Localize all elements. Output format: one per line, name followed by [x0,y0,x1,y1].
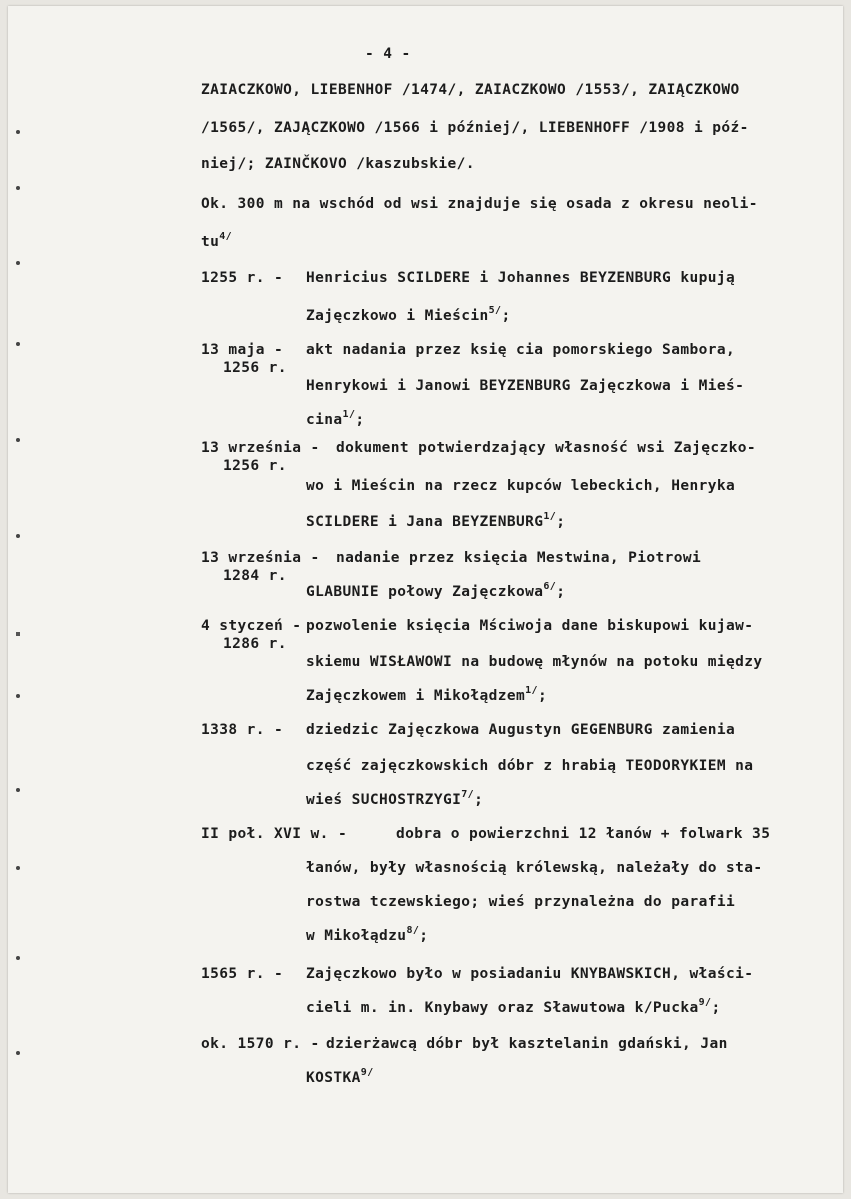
entry-year: 1256 r. [223,360,287,376]
margin-dot [16,866,20,870]
margin-dot [16,342,20,346]
entry-date: 1338 r. - [201,722,284,738]
entry-date: 13 września - [201,550,320,566]
entry-text: w Mikołądzu$^{8/}$; [306,925,429,944]
entry-year: 1256 r. [223,458,287,474]
margin-dot [16,438,20,442]
entry-text: dzierżawcą dóbr był kasztelanin gdański, Jan [326,1036,728,1052]
entry-date: 1565 r. - [201,966,284,982]
entry-text: pozwolenie księcia Mściwoja dane biskupowi kujaw- [306,618,754,634]
entry-text: dobra o powierzchni 12 łanów + folwark 35 [396,826,771,842]
page-number: - 4 - [365,46,411,62]
entry-year: 1284 r. [223,568,287,584]
entry-text: Henrykowi i Janowi BEYZENBURG Zajęczkowa i Mieś- [306,378,745,394]
entry-date: 4 styczeń - [201,618,302,634]
entry-date: ok. 1570 r. - [201,1036,320,1052]
margin-dot [16,1051,20,1055]
entry-date: 13 września - [201,440,320,456]
entry-text: dokument potwierdzający własność wsi Zajęczko- [336,440,756,456]
entry-date: II poł. XVI w. - [201,826,348,842]
entry-text: wieś $SUCHOSTRZYGI^{7/}$; [306,789,484,808]
entry-year: 1286 r. [223,636,287,652]
margin-dot [16,261,20,265]
margin-mark [16,632,20,636]
entry-text: dziedzic Zajęczkowa Augustyn GEGENBURG zamienia [306,722,736,738]
margin-dot [16,186,20,190]
intro-line: $tu^{4/}$ [201,231,233,250]
margin-dot [16,694,20,698]
entry-text: Zajęczkowem i Mikołądzem$^{1/}$; [306,685,548,704]
entry-text: SCILDERE i Jana $BEYZENBURG^{1/}$; [306,511,566,530]
margin-dot [16,788,20,792]
entry-text: skiemu WISŁAWOWI na budowę młynów na potoku między [306,654,763,670]
entry-text: $KOSTKA^{9/}$ [306,1067,374,1086]
entry-text: część zajęczkowskich dóbr z hrabią TEODORYKIEM na [306,758,754,774]
entry-text: nadanie przez księcia Mestwina, Piotrowi [336,550,702,566]
entry-text: wo i Mieścin na rzecz kupców lebeckich, Henryka [306,478,736,494]
intro-line: Ok. 300 m na wschód od wsi znajduje się osada z okresu neoli- [201,196,758,212]
entry-text: rostwa tczewskiego; wieś przynależna do parafii [306,894,736,910]
entry-text: Zajęczkowo i Mieścin$^{5/}$; [306,305,511,324]
document-page [8,6,843,1193]
header-line: ZAIACZKOWO, LIEBENHOF /1474/, ZAIACZKOWO /1553/, ZAIĄCZKOWO [201,82,740,98]
entry-date: 13 maja - [201,342,284,358]
margin-dot [16,534,20,538]
header-line: /1565/, ZAJĄCZKOWO /1566 i później/, LIEBENHOFF /1908 i póź- [201,120,749,136]
entry-text: GLABUNIE połowy Zajęczkowa$^{6/}$; [306,581,566,600]
entry-text: cieli m. in. Knybawy oraz Sławutowa k/Pucka$^{9/}$; [306,997,721,1016]
entry-date: 1255 r. - [201,270,284,286]
entry-text: łanów, były własnością królewską, należały do sta- [306,860,763,876]
entry-text: akt nadania przez księ cia pomorskiego Sambora, [306,342,736,358]
entry-text: cina$^{1/}$; [306,409,365,428]
header-line: niej/; ZAINČKOVO /kaszubskie/. [201,156,475,172]
entry-text: Henricius SCILDERE i Johannes BEYZENBURG kupują [306,270,736,286]
margin-dot [16,956,20,960]
entry-text: Zajęczkowo było w posiadaniu KNYBAWSKICH, właści- [306,966,754,982]
margin-dot [16,130,20,134]
